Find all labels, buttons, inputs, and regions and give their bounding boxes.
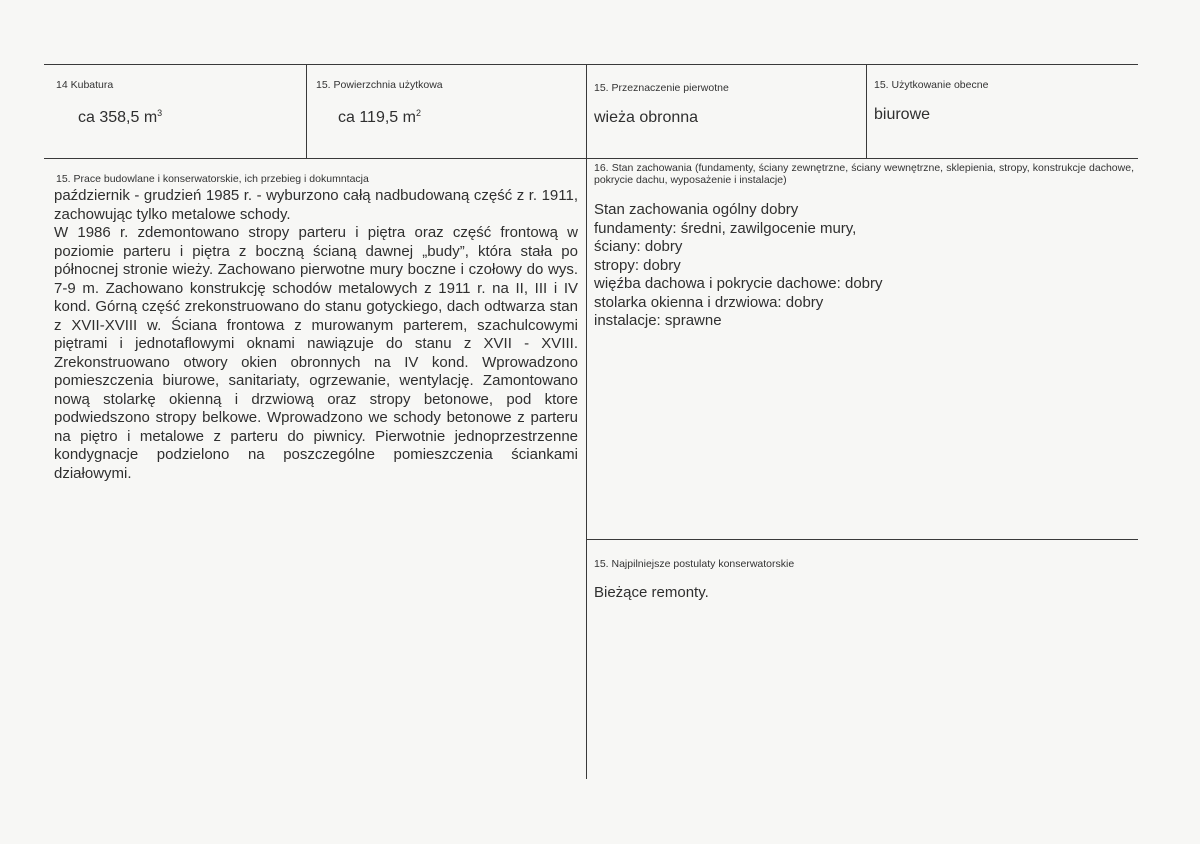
kubatura-value xyxy=(78,104,162,128)
powierzchnia-value xyxy=(338,104,421,128)
stan-text xyxy=(594,201,1134,331)
prace-text xyxy=(54,187,578,483)
postulaty-label: 15. Najpilniejsze postulaty konserwatorskie xyxy=(594,558,795,570)
powierzchnia-value-sup: 2 xyxy=(415,108,421,118)
kubatura-value-text: ca 358,5 m xyxy=(78,109,158,126)
prace-label: 15. Prace budowlane i konserwatorskie, ich przebieg i dokumntacja xyxy=(56,173,369,185)
postulaty-value: Bieżące remonty. xyxy=(594,584,709,601)
prace-paragraph: W 1986 r. zdemontowano stropy parteru i piętra oraz część frontową w poziomie parteru i piętra z boczną ścianą dawnej „budy”, która stała po północnej stronie wieży. Zachowano pierwotne mury boczne i czołowy do wys. 7-9 m. Zachowano konstrukcję schodów metalowych z 1911 r. na II, III i IV kond. Górną część zrekonstruowano do stanu gotyckiego, dach odtwarza stan z XVII-XVIII w. Ściana frontowa z murowanym parterem, szachulcowymi piętrami i jednotaflowymi oknami nawiązuje do stanu z XVII - XVIII. Zrekonstruowano otwory okien obronnych na IV kond. Wprowadzono pomieszczenia biurowe, sanitariaty, ogrzewanie, wentylację. Zamontowano nową stolarkę okienną i drzwiową oraz stropy betonowe, pod ktore podwiedszono stropy belkowe. Wprowadzono we schody betonowe z parteru na piętro i metalowe z parteru do piwnicy. Pierwotnie jednoprzestrzenne kondygnacje podzielono na poszczególne pomieszczenia ściankami działowymi. xyxy=(54,224,578,482)
kubatura-label: 14 Kubatura xyxy=(56,79,114,91)
stan-line: ściany: dobry xyxy=(594,238,683,255)
col-divider-1 xyxy=(306,64,307,159)
stan-line: stropy: dobry xyxy=(594,256,681,274)
right-col-divider xyxy=(586,539,1138,540)
przeznaczenie-value: wieża obronna xyxy=(594,109,699,126)
col-divider-3 xyxy=(866,64,867,159)
powierzchnia-label: 15. Powierzchnia użytkowa xyxy=(316,79,443,91)
kubatura-value-sup: 3 xyxy=(157,108,163,118)
col-divider-main xyxy=(586,64,587,779)
stan-line: fundamenty: średni, zawilgocenie mury, xyxy=(594,219,857,237)
uzytkowanie-value: biurowe xyxy=(874,106,931,123)
top-border xyxy=(44,64,1138,65)
stan-line: stolarka okienna i drzwiowa: dobry xyxy=(594,293,824,311)
stan-line: Stan zachowania ogólny dobry xyxy=(594,201,799,218)
przeznaczenie-label: 15. Przeznaczenie pierwotne xyxy=(594,82,729,94)
powierzchnia-value-text: ca 119,5 m xyxy=(338,109,416,126)
row-divider xyxy=(44,158,1138,159)
stan-line: instalacje: sprawne xyxy=(594,312,722,329)
stan-label: 16. Stan zachowania (fundamenty, ściany zewnętrzne, ściany wewnętrzne, sklepienia, stropy, konstrukcje dachowe, pokrycie dachu, wyposażenie i instalacje) xyxy=(594,162,1134,186)
stan-line: więźba dachowa i pokrycie dachowe: dobry xyxy=(594,275,883,292)
uzytkowanie-label: 15. Użytkowanie obecne xyxy=(874,79,989,91)
prace-paragraph: październik - grudzień 1985 r. - wyburzono całą nadbudowaną część z r. 1911, zachowując tylko metalowe schody. xyxy=(54,187,578,223)
